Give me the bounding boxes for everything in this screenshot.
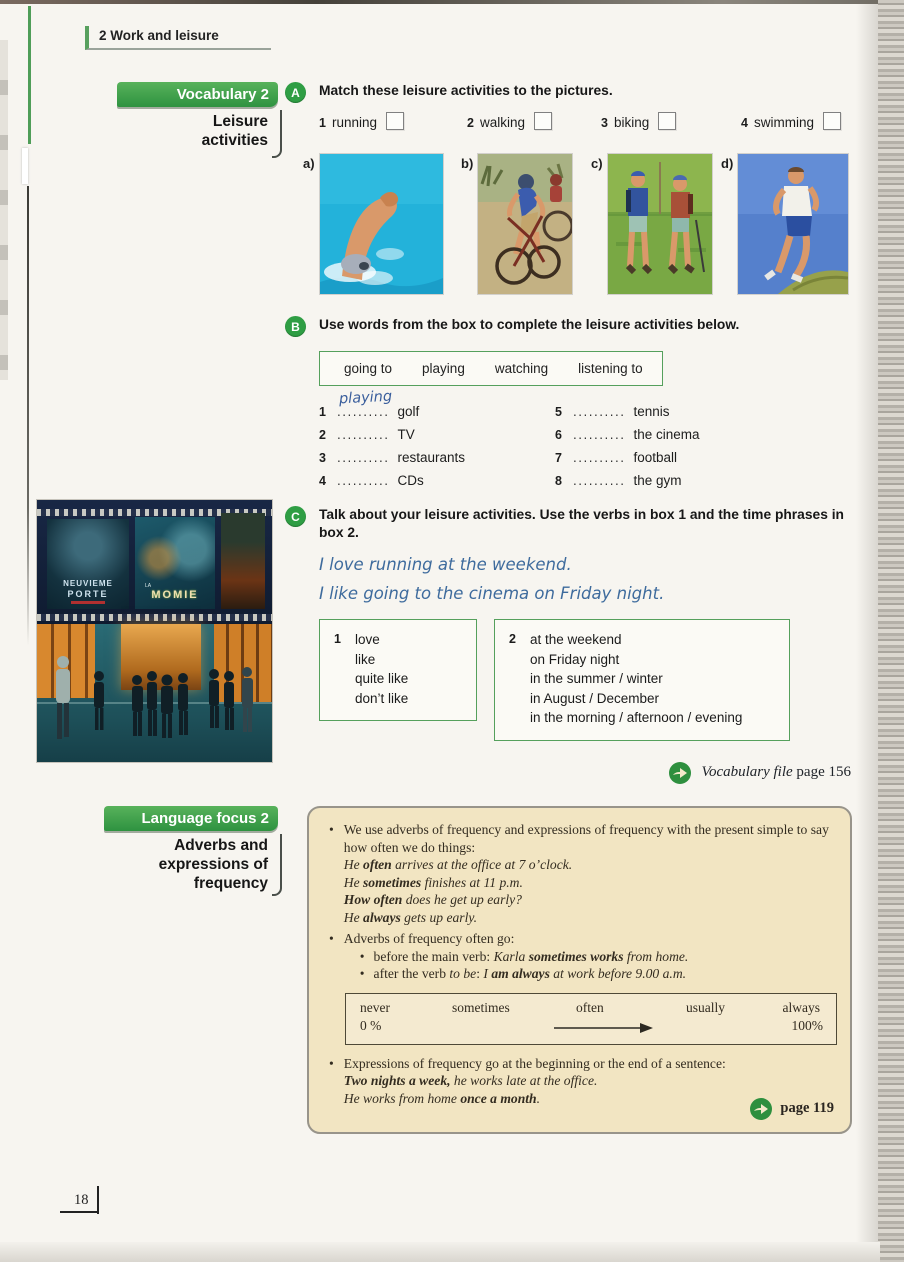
photo-mountain-biker: [478, 154, 572, 294]
left-green-line: [28, 6, 31, 144]
word-box-item: going to: [344, 361, 393, 376]
bullet-marker: •: [359, 948, 365, 964]
answer-blank[interactable]: ..........: [573, 473, 626, 488]
people-silhouettes: [37, 624, 272, 762]
subtitle-line: expressions of: [158, 856, 268, 873]
handwritten-examples: [319, 550, 865, 608]
running-checkbox[interactable]: [386, 112, 404, 130]
fill-item-5: 5 .......... tennis: [555, 404, 670, 419]
scale-label-often: often: [576, 999, 604, 1015]
section-c-badge: C: [285, 506, 306, 527]
verbs-box: 1 love like quite like don’t like: [319, 619, 477, 721]
scan-top-edge: [0, 0, 904, 4]
time-phrases-box: 2 at the weekend on Friday night in the summer / winter in August / December in the morning / afternoon / evening: [494, 619, 790, 741]
handwritten-answer: playing: [338, 388, 393, 408]
time-phrase: in the morning / afternoon / evening: [529, 710, 743, 725]
scale-max: 100%: [791, 1017, 823, 1033]
bullet-marker: •: [329, 931, 334, 946]
language-focus-subtitle: [36, 836, 268, 893]
word-box-item: listening to: [578, 361, 643, 376]
vocabulary2-tab-label: Vocabulary 2: [176, 86, 269, 103]
vocabulary-file-label: Vocabulary file: [701, 764, 793, 780]
fill-in-items: [319, 388, 865, 490]
example-sentence: Two nights a week, he works late at the office.: [343, 1073, 598, 1088]
picture-b-group: [461, 154, 572, 294]
subtitle-line: frequency: [193, 875, 268, 892]
rule-text: Expressions of frequency go at the beginning or the end of a sentence:: [343, 1055, 726, 1071]
arrow-circle-icon: [750, 1098, 772, 1120]
vocabulary2-tab: [117, 82, 278, 107]
time-phrase: at the weekend: [529, 632, 622, 647]
verb-option: quite like: [354, 671, 409, 686]
picture-b-label: b): [461, 156, 474, 171]
arrow-circle-icon: [669, 762, 691, 784]
section-a: [285, 82, 865, 302]
poster-la-momie: LA MOMIE: [135, 517, 215, 609]
fill-item-8: 8 .......... the gym: [555, 473, 682, 488]
scale-label-never: never: [360, 999, 390, 1015]
cinema-poster-band: [37, 500, 272, 624]
match-item-walking: 2 walking: [467, 112, 552, 130]
section-a-badge: A: [285, 82, 306, 103]
example-sentence: before the main verb: Karla sometimes works from home.: [373, 948, 689, 964]
vocabulary-file-page: page 156: [796, 764, 851, 780]
poster-red-bar: [71, 601, 105, 604]
rule-text: Adverbs of frequency often go:: [343, 931, 515, 946]
match-item-biking: 3 biking: [601, 112, 676, 130]
section-b: [285, 316, 865, 490]
page-number-rule-vertical: [97, 1186, 99, 1214]
subtitle-line: Adverbs and: [174, 837, 268, 854]
example-sentence: He always gets up early.: [343, 909, 478, 925]
time-phrase: in the summer / winter: [529, 671, 663, 686]
section-c-instruction: Talk about your leisure activities. Use the verbs in box 1 and the time phrases in box 2.: [319, 507, 844, 540]
biking-checkbox[interactable]: [658, 112, 676, 130]
frequency-arrow-icon: [554, 1022, 654, 1034]
frequency-scale: [345, 993, 837, 1045]
vocabulary2-bracket: [272, 110, 282, 158]
answer-blank[interactable]: ..........: [337, 473, 390, 488]
picture-c-group: [591, 154, 712, 294]
cinema-photo: [37, 500, 272, 762]
page-number: 18: [74, 1192, 89, 1208]
answer-blank[interactable]: ..........: [337, 450, 390, 465]
cinema-street-scene: [37, 624, 272, 762]
fill-item-7: 7 .......... football: [555, 450, 678, 465]
verb-option: love: [354, 632, 380, 647]
left-dark-line: [27, 186, 29, 646]
poster-partial: [221, 513, 265, 609]
time-phrase: in August / December: [529, 690, 660, 706]
bullet-marker: •: [359, 966, 365, 981]
answer-blank[interactable]: ..........: [573, 450, 626, 465]
picture-a-label: a): [303, 156, 315, 171]
scale-min: 0 %: [360, 1017, 382, 1033]
subtitle-line: Leisure: [212, 113, 268, 130]
section-b-badge: B: [285, 316, 306, 337]
section-a-instruction: Match these leisure activities to the pictures.: [319, 83, 613, 98]
word-box: [319, 351, 663, 386]
word-box-item: playing: [422, 361, 465, 376]
answer-blank[interactable]: playing ..........: [337, 388, 393, 419]
answer-blank[interactable]: ..........: [573, 427, 626, 442]
pictures-row: [285, 154, 865, 302]
scan-left-artifact: [0, 40, 8, 380]
example-sentence: How often does he get up early?: [343, 892, 522, 907]
left-white-strip: [22, 148, 28, 184]
example-sentence: He sometimes finishes at 11 p.m.: [343, 874, 523, 890]
handwritten-line: I love running at the weekend.: [319, 555, 572, 574]
answer-blank[interactable]: ..........: [337, 427, 390, 442]
bullet-marker: •: [329, 822, 334, 837]
vocabulary2-subtitle: [60, 112, 268, 150]
page-number-rule-horizontal: [60, 1211, 97, 1213]
unit-header: [85, 26, 271, 50]
verb-option: don’t like: [354, 690, 409, 706]
swimming-checkbox[interactable]: [823, 112, 841, 130]
match-item-swimming: 4 swimming: [741, 112, 841, 130]
handwritten-line: I like going to the cinema on Friday night.: [319, 584, 665, 603]
match-items-row: [285, 112, 865, 140]
vocabulary-file-reference: [285, 762, 851, 784]
picture-c-label: c): [591, 156, 603, 171]
time-phrase: on Friday night: [529, 651, 620, 667]
picture-a-group: [303, 154, 443, 294]
verb-option: like: [354, 651, 376, 667]
photo-hikers: [608, 154, 712, 294]
scan-bottom-edge: [0, 1242, 880, 1262]
picture-d-group: [721, 154, 848, 294]
language-focus-bracket: [272, 834, 282, 896]
picture-d-label: d): [721, 156, 734, 171]
marquee-lights-bottom: [37, 614, 272, 621]
section-c: [285, 506, 865, 784]
bullet-marker: •: [329, 1055, 334, 1071]
fill-item-6: 6 .......... the cinema: [555, 427, 700, 442]
photo-swimmer: [320, 154, 443, 294]
fill-item-4: 4 .......... CDs: [319, 473, 424, 488]
page-reference-label: page 119: [780, 1100, 834, 1117]
example-sentence: He often arrives at the office at 7 o’clock.: [343, 857, 573, 872]
fill-item-1: 1 playing .......... golf: [319, 388, 420, 419]
example-sentence: after the verb to be: I am always at work before 9.00 a.m.: [373, 966, 687, 981]
photo-runner: [738, 154, 848, 294]
word-box-item: watching: [494, 361, 549, 376]
match-item-running: 1 running: [319, 112, 404, 130]
unit-header-label: 2 Work and leisure: [99, 28, 219, 43]
example-sentence: He works from home once a month.: [343, 1090, 541, 1106]
poster-neuvieme-porte: NEUVIEME PORTE: [47, 519, 129, 609]
scale-label-always: always: [782, 999, 820, 1015]
book-page-edges: [878, 0, 904, 1262]
fill-item-2: 2 .......... TV: [319, 427, 415, 442]
language-focus-tab-label: Language focus 2: [141, 810, 269, 827]
section-b-instruction: Use words from the box to complete the leisure activities below.: [319, 317, 740, 332]
language-focus-tab: [104, 806, 278, 831]
subtitle-line: activities: [201, 132, 268, 149]
scale-label-usually: usually: [686, 999, 725, 1015]
walking-checkbox[interactable]: [534, 112, 552, 130]
scale-label-sometimes: sometimes: [452, 999, 510, 1015]
answer-blank[interactable]: ..........: [573, 404, 626, 419]
grammar-box: [307, 806, 852, 1134]
rule-text: We use adverbs of frequency and expressions of frequency with the present simple to say how often we do things:: [343, 822, 829, 855]
page-reference: [750, 1098, 834, 1120]
fill-item-3: 3 .......... restaurants: [319, 450, 466, 465]
